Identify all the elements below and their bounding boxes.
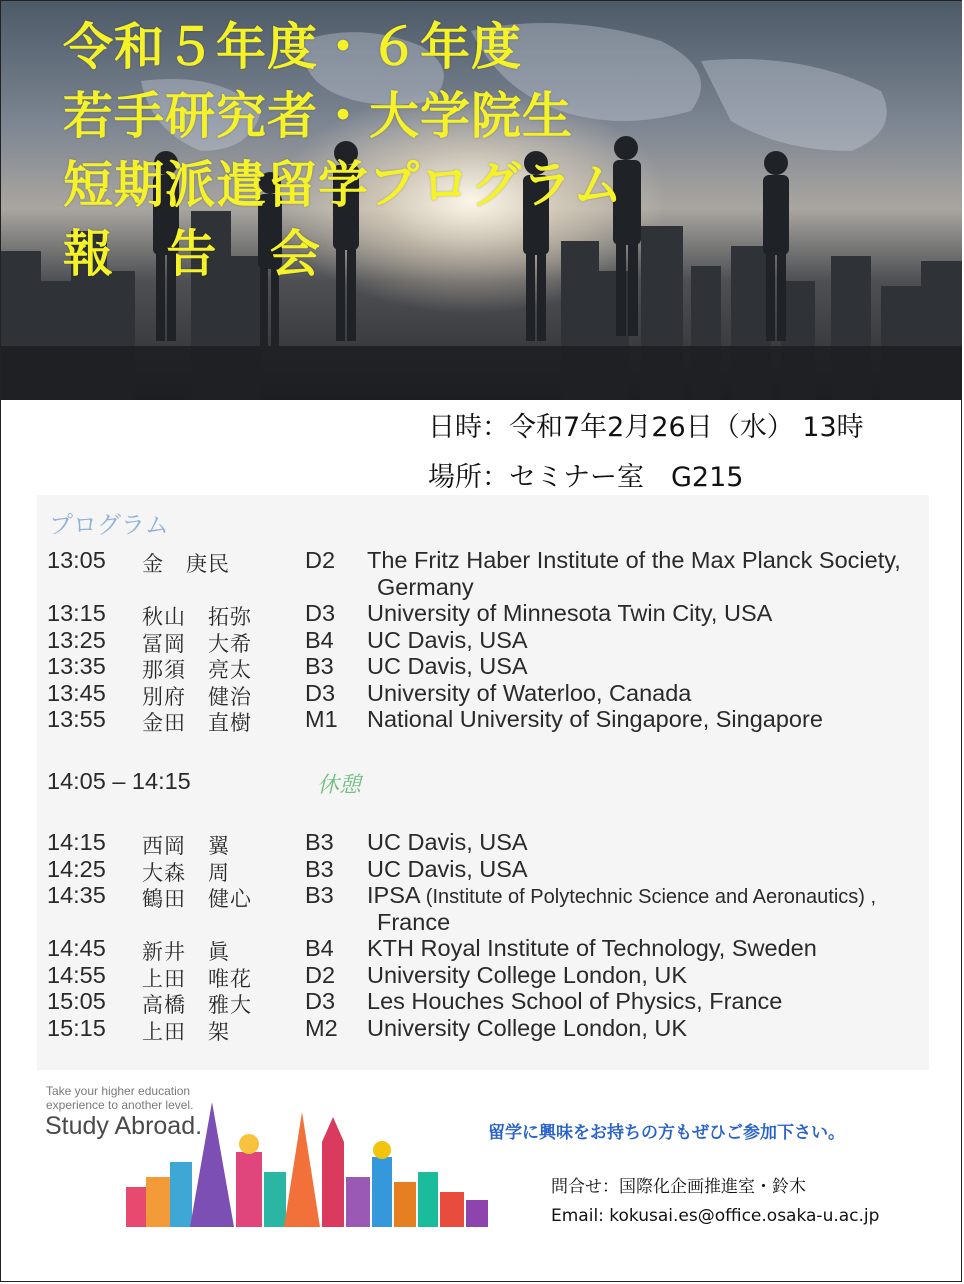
schedule-row: [37, 653, 929, 680]
title-line-3: 短期派遣留学プログラム: [63, 156, 624, 214]
session-institution-detail: (Institute of Polytechnic Science and Aeronautics) ,: [425, 886, 877, 908]
schedule-row: [37, 600, 929, 627]
event-place: 場所：セミナー室 G215: [428, 462, 744, 493]
session-time: 13:35: [47, 653, 106, 679]
session-institution: The Fritz Haber Institute of the Max Planck Society,: [367, 547, 901, 573]
break-row: [37, 767, 929, 798]
session-grade: M1: [305, 706, 338, 732]
schedule-row: [37, 962, 929, 989]
session-institution-continuation: Germany: [377, 573, 474, 600]
title-line-4: 報 告 会: [63, 225, 338, 283]
session-time: 14:45: [47, 935, 106, 961]
session-institution: National University of Singapore, Singapore: [367, 706, 823, 732]
session-name: 金田 直樹: [142, 711, 252, 735]
schedule-row: [37, 627, 929, 654]
session-name: 西岡 翼: [142, 834, 230, 858]
session-grade: M2: [305, 1014, 338, 1041]
session-time: 15:05: [47, 988, 106, 1014]
schedule-row: [37, 680, 929, 707]
schedule-row: [37, 856, 929, 883]
program-box: [37, 495, 929, 1070]
session-institution-continuation: France: [377, 908, 451, 935]
session-time: 13:55: [47, 706, 106, 732]
program-title: プログラム: [49, 511, 169, 539]
session-name: 新井 眞: [142, 940, 230, 964]
session-institution: University College London, UK: [367, 1014, 688, 1041]
session-institution: University of Waterloo, Canada: [367, 679, 692, 706]
session-institution: UC Davis, USA: [367, 829, 528, 855]
session-institution: University College London, UK: [367, 961, 688, 988]
event-info: [428, 408, 864, 508]
session-name: 大森 周: [142, 860, 230, 885]
session-institution: KTH Royal Institute of Technology, Sweden: [367, 935, 817, 961]
session-grade: B3: [305, 653, 334, 679]
session-name: 上田 架: [142, 1019, 230, 1044]
session-time: 13:45: [47, 679, 106, 706]
landmarks-icon: [40, 1082, 500, 1232]
session-time: 14:55: [47, 961, 106, 988]
schedule-row: [37, 988, 929, 1015]
session-time: 13:05: [47, 547, 106, 573]
study-abroad-illustration: [40, 1082, 500, 1232]
event-date: 日時：令和7年2月26日（水） 13時: [428, 412, 864, 443]
schedule-row: [37, 706, 929, 733]
session-grade: D3: [305, 679, 336, 706]
session-time: 14:15: [47, 829, 106, 855]
contact-office: 問合せ：国際化企画推進室・鈴木: [551, 1177, 806, 1197]
schedule-row: [37, 829, 929, 856]
session-grade: B3: [305, 829, 334, 855]
session-name: 鶴田 健心: [142, 887, 252, 911]
session-grade: D3: [305, 600, 336, 626]
schedule-row-continuation: [37, 909, 929, 936]
session-name: 金 庚民: [142, 552, 230, 576]
session-grade: B3: [305, 882, 334, 908]
schedule-row: [37, 935, 929, 962]
break-label: 休憩: [317, 772, 362, 798]
session-name: 冨岡 大希: [142, 631, 252, 656]
session-name: 那須 亮太: [142, 658, 252, 682]
session-grade: D2: [305, 961, 336, 988]
schedule-row: [37, 882, 929, 909]
session-name: 秋山 拓弥: [142, 605, 252, 629]
session-institution: UC Davis, USA: [367, 626, 528, 653]
session-institution: [367, 882, 876, 909]
contact-info: [551, 1173, 879, 1231]
session-time: 13:25: [47, 626, 106, 653]
session-grade: D2: [305, 547, 336, 573]
schedule-row: [37, 1015, 929, 1042]
session-grade: D3: [305, 988, 336, 1014]
session-grade: B4: [305, 626, 334, 653]
contact-email[interactable]: Email: kokusai.es@office.osaka-u.ac.jp: [551, 1206, 880, 1226]
schedule-row-continuation: [37, 574, 929, 601]
session-time: 15:15: [47, 1014, 106, 1041]
study-abroad-tagline: Take your higher education experience to another level.: [46, 1084, 194, 1112]
title-line-2: 若手研究者・大学院生: [63, 87, 573, 145]
session-time: 13:15: [47, 600, 106, 626]
session-institution: Les Houches School of Physics, France: [367, 988, 783, 1014]
session-time: 14:25: [47, 855, 106, 882]
schedule-row: [37, 547, 929, 574]
session-name: 別府 健治: [142, 684, 252, 709]
session-institution: University of Minnesota Twin City, USA: [367, 600, 773, 626]
session-institution-name: IPSA: [367, 882, 426, 908]
invitation-text: 留学に興味をお持ちの方もぜひご参加下さい。: [488, 1123, 845, 1143]
break-time: 14:05 – 14:15: [47, 767, 191, 794]
title-line-1: 令和５年度・６年度: [63, 18, 522, 76]
session-institution: UC Davis, USA: [367, 653, 528, 679]
hero-banner: [1, 1, 962, 400]
study-abroad-brand: Study Abroad.: [45, 1112, 203, 1140]
session-institution: UC Davis, USA: [367, 855, 528, 882]
session-name: 高橋 雅大: [142, 993, 252, 1017]
session-grade: B3: [305, 855, 334, 882]
session-grade: B4: [305, 935, 334, 961]
session-name: 上田 唯花: [142, 966, 252, 991]
session-time: 14:35: [47, 882, 106, 908]
hero-title: [63, 13, 624, 289]
